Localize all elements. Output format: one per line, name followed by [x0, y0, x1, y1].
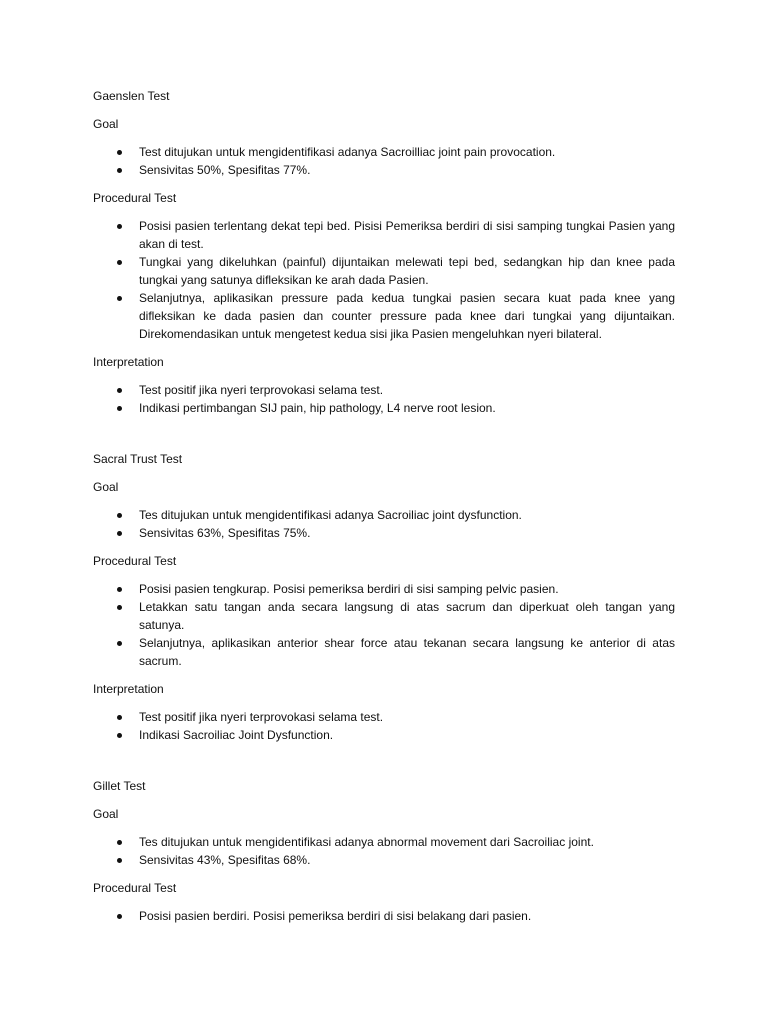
- bullet-icon: [117, 168, 122, 173]
- list-item-text: Sensivitas 50%, Spesifitas 77%.: [139, 163, 311, 177]
- procedure-label: Procedural Test: [93, 191, 177, 205]
- list-item-text: Posisi pasien berdiri. Posisi pemeriksa berdiri di sisi belakang dari pasien.: [139, 909, 532, 923]
- list-item: [93, 399, 675, 417]
- list-item-text: Tes ditujukan untuk mengidentifikasi adanya abnormal movement dari Sacroiliac joint.: [139, 835, 594, 849]
- list-item: [93, 217, 675, 253]
- list-item-text: Posisi pasien tengkurap. Posisi pemeriksa berdiri di sisi samping pelvic pasien.: [139, 582, 559, 596]
- bullet-icon: [117, 840, 122, 845]
- bullet-icon: [117, 733, 122, 738]
- procedure-list: [93, 217, 675, 343]
- list-item: [93, 907, 675, 925]
- goal-label: Goal: [93, 807, 119, 821]
- list-item: [93, 598, 675, 634]
- bullet-icon: [117, 406, 122, 411]
- goal-list: [93, 833, 675, 869]
- list-item: [93, 253, 675, 289]
- list-item: [93, 851, 675, 869]
- goal-label: Goal: [93, 480, 119, 494]
- list-item-text: Test positif jika nyeri terprovokasi selama test.: [139, 383, 384, 397]
- list-item: [93, 289, 675, 343]
- bullet-icon: [117, 513, 122, 518]
- bullet-icon: [117, 388, 122, 393]
- list-item-text: Sensivitas 63%, Spesifitas 75%.: [139, 526, 311, 540]
- bullet-icon: [117, 531, 122, 536]
- bullet-icon: [117, 587, 122, 592]
- procedure-list: [93, 580, 675, 670]
- list-item: [93, 634, 675, 670]
- procedure-label: Procedural Test: [93, 554, 177, 568]
- list-item: [93, 381, 675, 399]
- bullet-icon: [117, 715, 122, 720]
- list-item: [93, 524, 675, 542]
- bullet-icon: [117, 605, 122, 610]
- list-item: [93, 833, 675, 851]
- list-item: [93, 708, 675, 726]
- list-item-text: Test ditujukan untuk mengidentifikasi adanya Sacroilliac joint pain provocation.: [139, 145, 556, 159]
- list-item: [93, 161, 675, 179]
- bullet-icon: [117, 296, 122, 301]
- section-sacral-trust-test: [93, 450, 675, 744]
- bullet-icon: [117, 914, 122, 919]
- list-item-text: Test positif jika nyeri terprovokasi selama test.: [139, 710, 384, 724]
- section-title: Sacral Trust Test: [93, 452, 183, 466]
- section-title: Gaenslen Test: [93, 89, 170, 103]
- bullet-icon: [117, 641, 122, 646]
- list-item-text: Selanjutnya, aplikasikan pressure pada kedua tungkai pasien secara kuat pada knee yang difleksikan ke dada pasien dan counter pressure pada knee dari tungkai yang dijuntaikan. Direkomendasikan untuk mengetest kedua sisi jika Pasien mengeluhkan nyeri bilateral.: [139, 291, 675, 341]
- interpretation-label: Interpretation: [93, 682, 164, 696]
- interpretation-list: [93, 381, 675, 417]
- list-item: [93, 726, 675, 744]
- procedure-list: [93, 907, 675, 925]
- section-gillet-test: [93, 777, 675, 925]
- list-item: [93, 580, 675, 598]
- bullet-icon: [117, 260, 122, 265]
- section-title: Gillet Test: [93, 779, 146, 793]
- list-item-text: Tungkai yang dikeluhkan (painful) dijuntaikan melewati tepi bed, sedangkan hip dan knee pada tungkai yang satunya difleksikan ke arah dada Pasien.: [139, 255, 675, 287]
- list-item-text: Indikasi pertimbangan SIJ pain, hip pathology, L4 nerve root lesion.: [139, 401, 496, 415]
- bullet-icon: [117, 224, 122, 229]
- interpretation-label: Interpretation: [93, 355, 164, 369]
- list-item: [93, 143, 675, 161]
- goal-label: Goal: [93, 117, 119, 131]
- list-item-text: Selanjutnya, aplikasikan anterior shear force atau tekanan secara langsung ke anterior di atas sacrum.: [139, 636, 675, 668]
- interpretation-list: [93, 708, 675, 744]
- list-item-text: Sensivitas 43%, Spesifitas 68%.: [139, 853, 311, 867]
- procedure-label: Procedural Test: [93, 881, 177, 895]
- list-item: [93, 506, 675, 524]
- list-item-text: Indikasi Sacroiliac Joint Dysfunction.: [139, 728, 334, 742]
- section-gaenslen-test: [93, 87, 675, 417]
- bullet-icon: [117, 150, 122, 155]
- bullet-icon: [117, 858, 122, 863]
- list-item-text: Tes ditujukan untuk mengidentifikasi adanya Sacroiliac joint dysfunction.: [139, 508, 522, 522]
- list-item-text: Posisi pasien terlentang dekat tepi bed. Pisisi Pemeriksa berdiri di sisi samping tungkai Pasien yang akan di test.: [139, 219, 675, 251]
- goal-list: [93, 506, 675, 542]
- goal-list: [93, 143, 675, 179]
- list-item-text: Letakkan satu tangan anda secara langsung di atas sacrum dan diperkuat oleh tangan yang satunya.: [139, 600, 675, 632]
